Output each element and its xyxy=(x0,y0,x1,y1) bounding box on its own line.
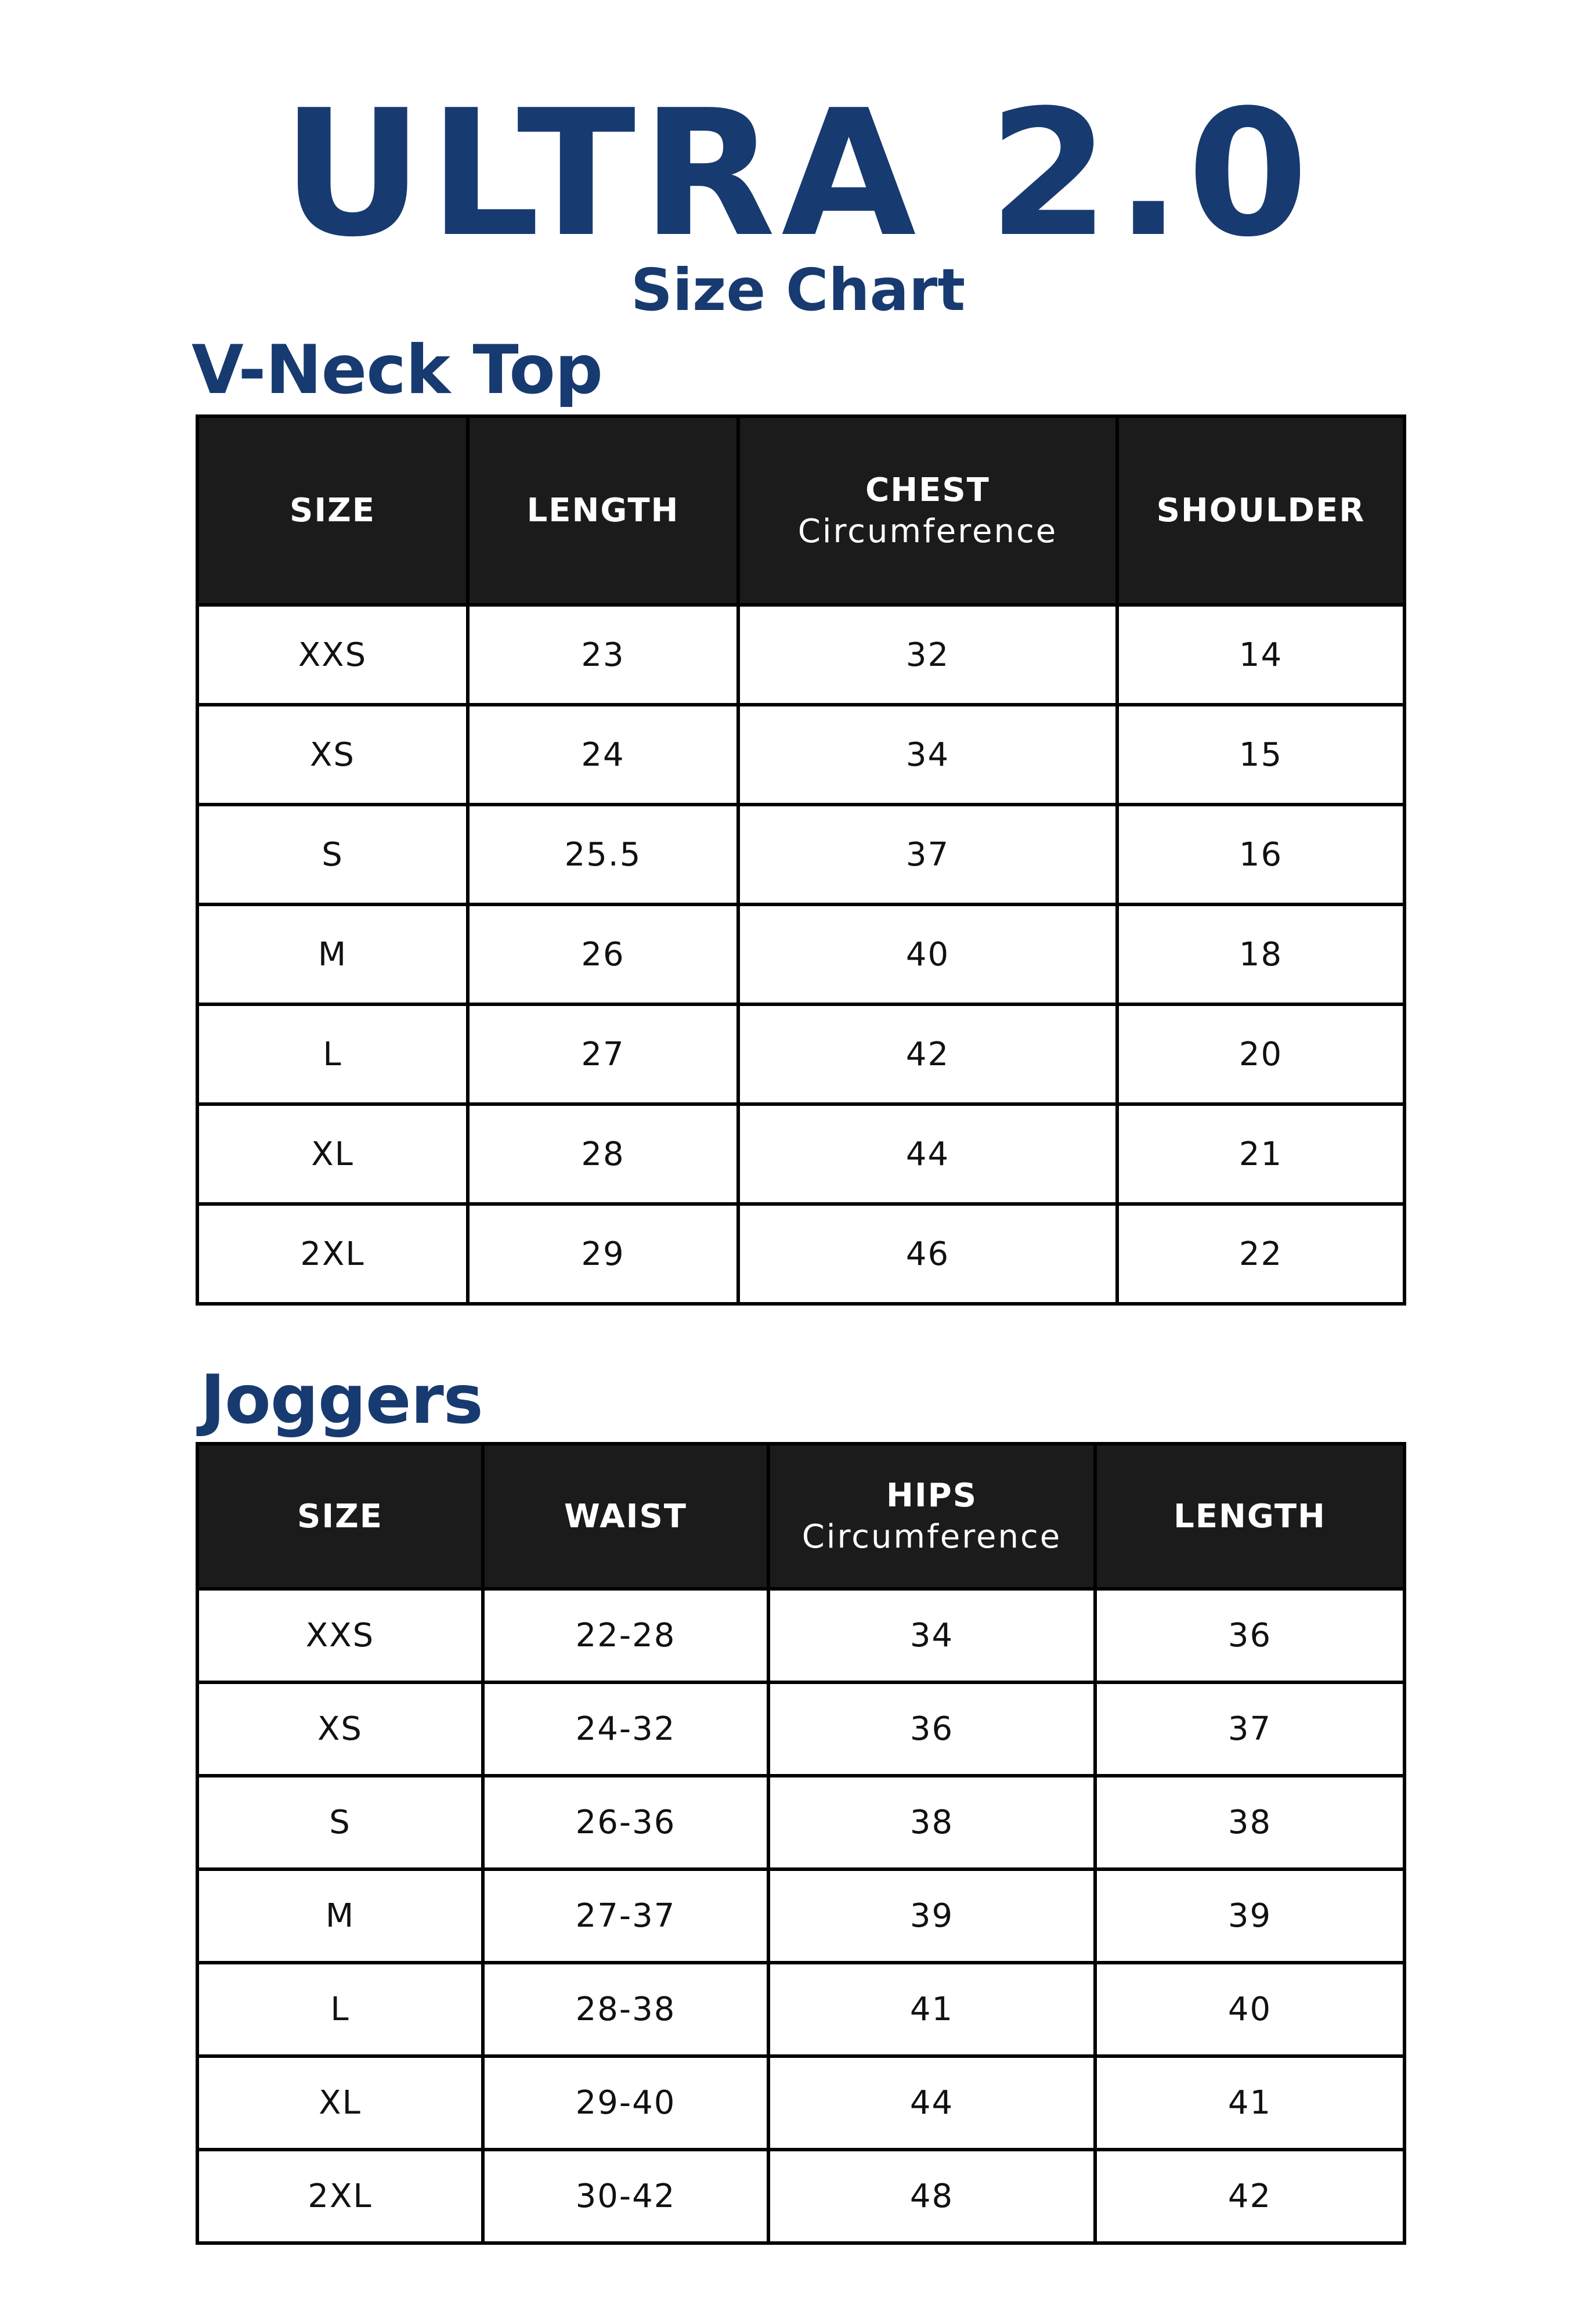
column-header-waist: WAIST xyxy=(483,1444,768,1589)
waist-cell: 22-28 xyxy=(483,1589,768,1682)
size-cell: L xyxy=(197,1004,468,1104)
size-cell: M xyxy=(197,1869,483,1963)
size-cell: XXS xyxy=(197,605,468,705)
hips-cell: 38 xyxy=(768,1776,1095,1869)
length-cell: 36 xyxy=(1095,1589,1404,1682)
chest-cell: 40 xyxy=(738,904,1117,1004)
size-cell: S xyxy=(197,805,468,904)
column-header-size: SIZE xyxy=(197,416,468,605)
waist-cell: 24-32 xyxy=(483,1682,768,1776)
length-cell: 26 xyxy=(468,904,738,1004)
table-row xyxy=(197,2150,1404,2243)
chest-cell: 37 xyxy=(738,805,1117,904)
hips-cell: 48 xyxy=(768,2150,1095,2243)
chest-cell: 32 xyxy=(738,605,1117,705)
table-row xyxy=(197,1682,1404,1776)
length-cell: 27 xyxy=(468,1004,738,1104)
shoulder-cell: 14 xyxy=(1117,605,1404,705)
column-header-shoulder: SHOULDER xyxy=(1117,416,1404,605)
column-header-subtitle: Circumference xyxy=(801,1518,1062,1556)
table-row xyxy=(197,2056,1404,2150)
length-cell: 25.5 xyxy=(468,805,738,904)
column-header-hips: HIPS Circumference xyxy=(768,1444,1095,1589)
hips-cell: 34 xyxy=(768,1589,1095,1682)
table-header-row xyxy=(197,416,1404,605)
size-cell: XXS xyxy=(197,1589,483,1682)
size-cell: L xyxy=(197,1963,483,2056)
joggers-section-title: Joggers xyxy=(200,1361,483,1439)
table-row xyxy=(197,904,1404,1004)
size-cell: S xyxy=(197,1776,483,1869)
size-cell: M xyxy=(197,904,468,1004)
hips-cell: 39 xyxy=(768,1869,1095,1963)
column-header-chest: CHEST Circumference xyxy=(738,416,1117,605)
table-row xyxy=(197,1104,1404,1204)
chest-cell: 34 xyxy=(738,705,1117,805)
length-cell: 39 xyxy=(1095,1869,1404,1963)
waist-cell: 30-42 xyxy=(483,2150,768,2243)
size-cell: XS xyxy=(197,1682,483,1776)
column-header-length: LENGTH xyxy=(468,416,738,605)
column-header-size: SIZE xyxy=(197,1444,483,1589)
size-cell: XS xyxy=(197,705,468,805)
table-header-row xyxy=(197,1444,1404,1589)
shoulder-cell: 15 xyxy=(1117,705,1404,805)
size-cell: XL xyxy=(197,2056,483,2150)
length-cell: 37 xyxy=(1095,1682,1404,1776)
table-row xyxy=(197,1589,1404,1682)
table-row xyxy=(197,805,1404,904)
table-row xyxy=(197,1963,1404,2056)
size-cell: 2XL xyxy=(197,2150,483,2243)
vneck-size-table xyxy=(196,414,1406,1306)
page-subtitle: Size Chart xyxy=(630,256,966,324)
size-cell: XL xyxy=(197,1104,468,1204)
length-cell: 38 xyxy=(1095,1776,1404,1869)
joggers-size-table xyxy=(196,1442,1406,2245)
waist-cell: 27-37 xyxy=(483,1869,768,1963)
vneck-section-title: V-Neck Top xyxy=(192,331,602,409)
hips-cell: 41 xyxy=(768,1963,1095,2056)
shoulder-cell: 18 xyxy=(1117,904,1404,1004)
page-title: ULTRA 2.0 xyxy=(281,73,1315,275)
table-row xyxy=(197,605,1404,705)
table-row xyxy=(197,1869,1404,1963)
length-cell: 40 xyxy=(1095,1963,1404,2056)
length-cell: 42 xyxy=(1095,2150,1404,2243)
hips-cell: 44 xyxy=(768,2056,1095,2150)
shoulder-cell: 16 xyxy=(1117,805,1404,904)
size-cell: 2XL xyxy=(197,1204,468,1304)
table-row xyxy=(197,705,1404,805)
length-cell: 28 xyxy=(468,1104,738,1204)
length-cell: 24 xyxy=(468,705,738,805)
column-header-subtitle: Circumference xyxy=(797,512,1058,550)
hips-cell: 36 xyxy=(768,1682,1095,1776)
chest-cell: 42 xyxy=(738,1004,1117,1104)
length-cell: 23 xyxy=(468,605,738,705)
chest-cell: 46 xyxy=(738,1204,1117,1304)
length-cell: 41 xyxy=(1095,2056,1404,2150)
column-header-length: LENGTH xyxy=(1095,1444,1404,1589)
table-row xyxy=(197,1204,1404,1304)
table-row xyxy=(197,1004,1404,1104)
waist-cell: 28-38 xyxy=(483,1963,768,2056)
shoulder-cell: 20 xyxy=(1117,1004,1404,1104)
waist-cell: 29-40 xyxy=(483,2056,768,2150)
shoulder-cell: 21 xyxy=(1117,1104,1404,1204)
table-row xyxy=(197,1776,1404,1869)
waist-cell: 26-36 xyxy=(483,1776,768,1869)
length-cell: 29 xyxy=(468,1204,738,1304)
chest-cell: 44 xyxy=(738,1104,1117,1204)
shoulder-cell: 22 xyxy=(1117,1204,1404,1304)
